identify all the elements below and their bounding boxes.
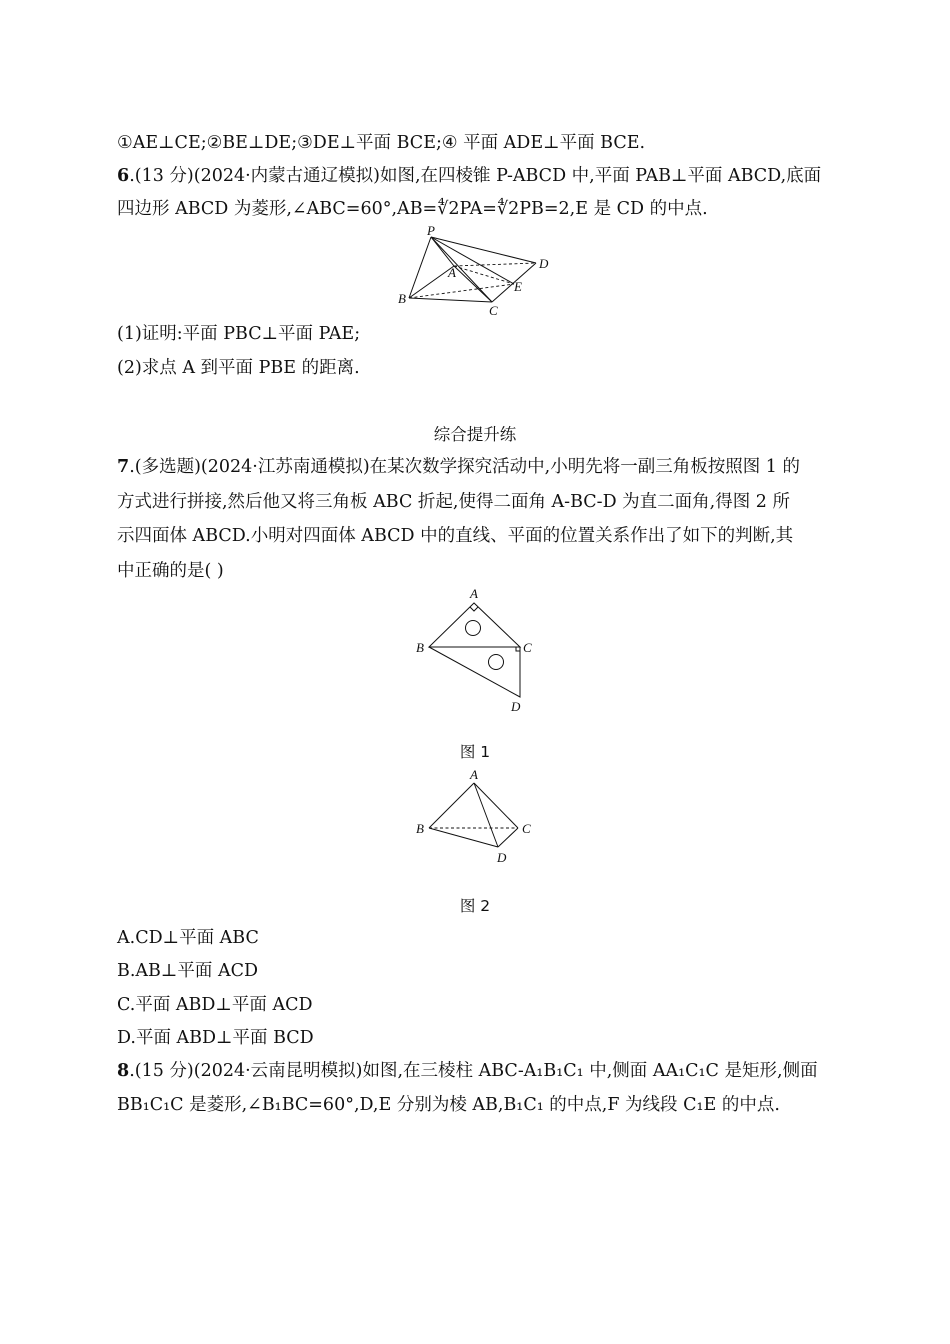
q6-line2: 四边形 ABCD 为菱形,∠ABC=60°,AB=∜2PA=∜2PB=2,E 是 CD 的中点. (117, 199, 708, 219)
section-title: 综合提升练 (433, 425, 517, 444)
q6-label-D: D (539, 256, 549, 271)
fig2-label-C: C (522, 821, 531, 836)
q7-option-c[interactable]: C.平面 ABD⊥平面 ACD (117, 995, 313, 1015)
q7-fig1-caption: 图 1 (459, 743, 491, 761)
q7-number: 7 (117, 457, 130, 477)
q6-pyramid-figure (395, 223, 565, 318)
fig2-label-D: D (497, 850, 507, 865)
q6-number: 6 (117, 166, 130, 186)
q6-line1-rest: P-ABCD 中,平面 PAB⊥平面 ABCD,底面 (496, 166, 822, 186)
fig1-label-B: B (416, 640, 424, 655)
q7-option-a[interactable]: A.CD⊥平面 ABC (117, 928, 259, 948)
q6-part2: (2)求点 A 到平面 PBE 的距离. (117, 358, 360, 378)
q6-label-B: B (398, 291, 406, 306)
q7-line2: 方式进行拼接,然后他又将三角板 ABC 折起,使得二面角 A-BC-D 为直二面角,得图 2 所 (117, 492, 790, 512)
q7-line4: 中正确的是( ) (117, 561, 224, 581)
q7-line1-rest: .(多选题)(2024·江苏南通模拟)在某次数学探究活动中,小明先将一副三角板按照图 1 的 (129, 457, 800, 477)
fig1-label-A: A (470, 586, 478, 601)
q6-label-E: E (514, 279, 522, 294)
q7-option-b[interactable]: B.AB⊥平面 ACD (117, 961, 258, 981)
q7-fig2-caption: 图 2 (459, 897, 491, 915)
fig2-label-A: A (470, 767, 478, 782)
q5-statements: ①AE⊥CE;②BE⊥DE;③DE⊥平面 BCE;④ 平面 ADE⊥平面 BCE. (117, 133, 646, 153)
q8-line2: BB₁C₁C 是菱形,∠B₁BC=60°,D,E 分别为棱 AB,B₁C₁ 的中点,F 为线段 C₁E 的中点. (117, 1095, 780, 1115)
q7-option-d[interactable]: D.平面 ABD⊥平面 BCD (117, 1028, 314, 1048)
fig1-label-D: D (511, 699, 521, 714)
fig2-label-B: B (416, 821, 424, 836)
q7-line1 (117, 455, 800, 479)
q8-line1-rest: .(15 分)(2024·云南昆明模拟)如图,在三棱柱 ABC-A₁B₁C₁ 中,侧面 AA₁C₁C 是矩形,侧面 (129, 1061, 818, 1081)
q6-label-C: C (489, 303, 498, 318)
q6-label-P: P (427, 223, 435, 238)
q6-label-A: A (448, 265, 456, 280)
q7-figure-2 (410, 765, 545, 870)
q6-part1: (1)证明:平面 PBC⊥平面 PAE; (117, 324, 361, 344)
fig1-label-C: C (523, 640, 532, 655)
q7-line3: 示四面体 ABCD.小明对四面体 ABCD 中的直线、平面的位置关系作出了如下的判断,其 (117, 526, 794, 546)
q8-number: 8 (117, 1061, 130, 1081)
q6-meta: .(13 分)(2024·内蒙古通辽模拟)如图,在四棱锥 (129, 166, 497, 186)
q7-figure-1 (410, 585, 545, 715)
q8-line1 (117, 1059, 818, 1083)
q6-line1 (117, 164, 821, 188)
